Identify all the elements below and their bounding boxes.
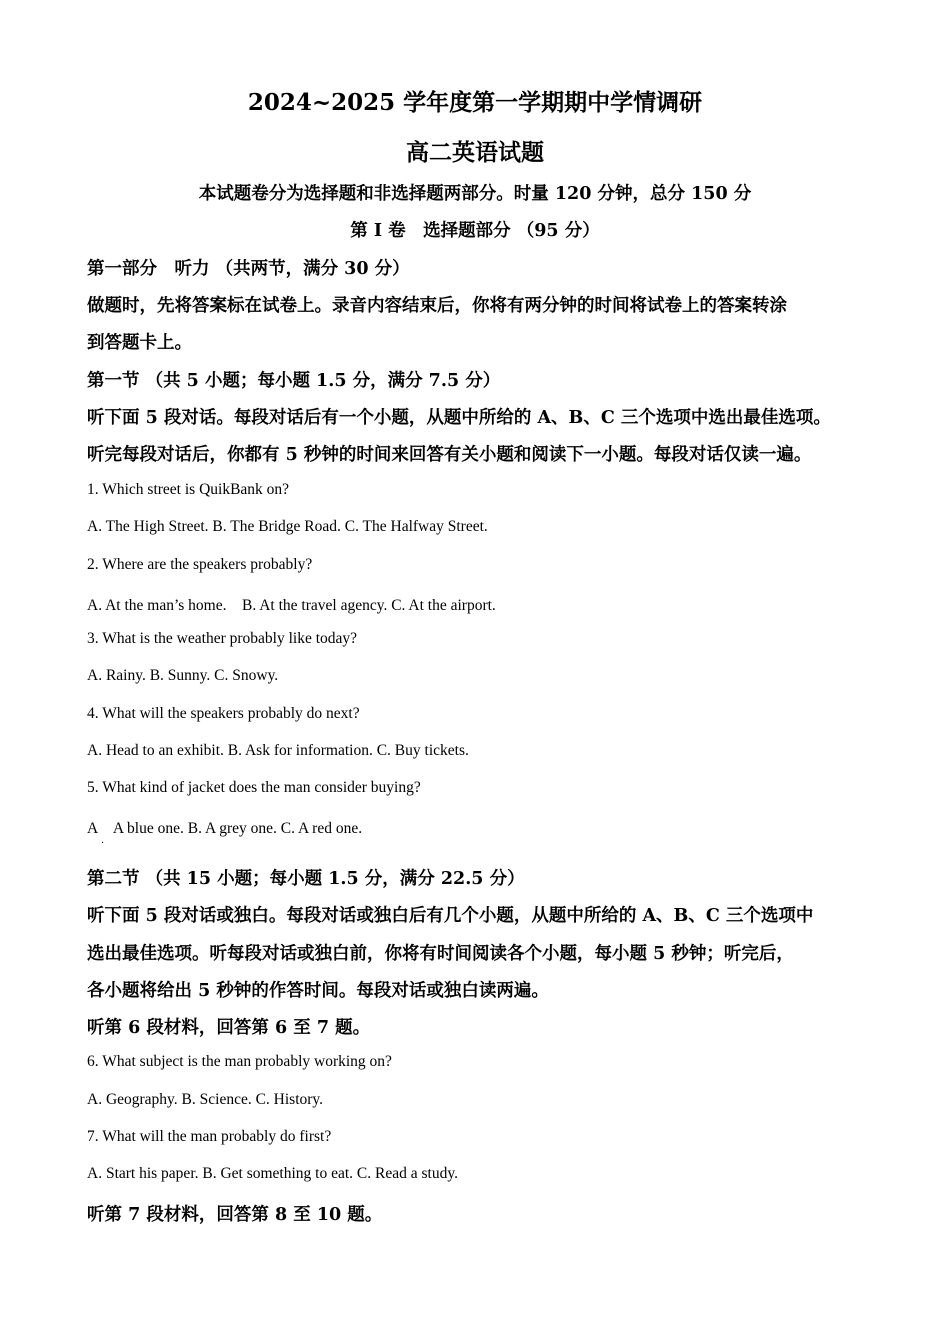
question-5: 5. What kind of jacket does the man consider buying? (87, 779, 421, 796)
question-1: 1. Which street is QuikBank on? (87, 481, 290, 498)
question-1-options: A. The High Street. B. The Bridge Road. C. The Halfway Street. (87, 518, 488, 535)
question-5-options: A A blue one. B. A grey one. C. A red one. (87, 820, 363, 837)
part1-instruction: 到答题卡上。 (87, 333, 192, 353)
question-6-options: A. Geography. B. Science. C. History. (87, 1091, 324, 1108)
section1-instruction: 听下面 5 段对话。每段对话后有一个小题，从题中所给的 A、B、C 三个选项中选出最佳选项。 (87, 408, 831, 428)
question-3-options: A. Rainy. B. Sunny. C. Snowy. (87, 667, 279, 684)
exam-subtitle: 高二英语试题 (406, 139, 544, 166)
question-7-options: A. Start his paper. B. Get something to eat. C. Read a study. (87, 1165, 458, 1182)
volume-heading: 第 I 卷 选择题部分 （95 分） (350, 221, 600, 241)
part1-instruction: 做题时，先将答案标在试卷上。录音内容结束后，你将有两分钟的时间将试卷上的答案转涂 (87, 296, 787, 316)
section1-instruction: 听完每段对话后，你都有 5 秒钟的时间来回答有关小题和阅读下一小题。每段对话仅读一遍。 (87, 445, 812, 465)
section2-instruction: 选出最佳选项。听每段对话或独白前，你将有时间阅读各个小题，每小题 5 秒钟；听完后， (87, 944, 794, 964)
section1-heading: 第一节 （共 5 小题；每小题 1.5 分，满分 7.5 分） (87, 371, 501, 391)
material-7-heading: 听第 7 段材料，回答第 8 至 10 题。 (87, 1205, 383, 1225)
material-6-heading: 听第 6 段材料，回答第 6 至 7 题。 (87, 1018, 371, 1038)
stray-mark: · (101, 838, 105, 849)
question-4-options: A. Head to an exhibit. B. Ask for information. C. Buy tickets. (87, 742, 469, 759)
question-6: 6. What subject is the man probably working on? (87, 1053, 392, 1070)
question-2: 2. Where are the speakers probably? (87, 556, 313, 573)
section2-instruction: 听下面 5 段对话或独白。每段对话或独白后有几个小题，从题中所给的 A、B、C 三个选项中 (87, 906, 814, 926)
section2-heading: 第二节 （共 15 小题；每小题 1.5 分，满分 22.5 分） (87, 869, 525, 889)
section2-instruction: 各小题将给出 5 秒钟的作答时间。每段对话或独白读两遍。 (87, 981, 549, 1001)
exam-info: 本试题卷分为选择题和非选择题两部分。时量 120 分钟，总分 150 分 (198, 184, 752, 204)
part1-heading: 第一部分 听力 （共两节，满分 30 分） (87, 259, 410, 279)
question-4: 4. What will the speakers probably do next? (87, 705, 360, 722)
question-7: 7. What will the man probably do first? (87, 1128, 332, 1145)
exam-title: 2024~2025 学年度第一学期期中学情调研 (247, 89, 703, 116)
question-3: 3. What is the weather probably like today? (87, 630, 358, 647)
question-2-options: A. At the man’s home. B. At the travel agency. C. At the airport. (87, 597, 496, 614)
